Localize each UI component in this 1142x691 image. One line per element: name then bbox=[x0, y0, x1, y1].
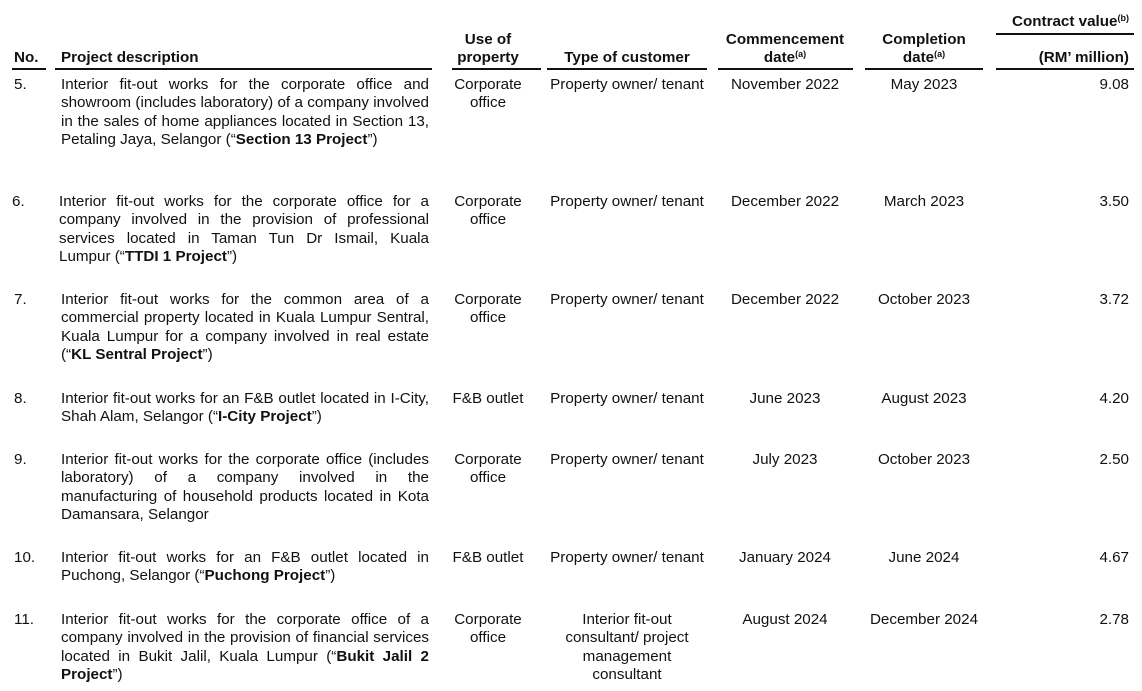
header-commencement-date bbox=[714, 31, 856, 68]
row-type-of-customer: Property owner/ tenant bbox=[550, 451, 704, 468]
row-use-of-property: Corporate office bbox=[454, 193, 522, 229]
project-name: Bukit Jalil 2 Project bbox=[61, 647, 429, 683]
project-name: Puchong Project bbox=[204, 567, 326, 585]
row-completion-date: August 2023 bbox=[881, 390, 967, 407]
row-description bbox=[59, 193, 429, 266]
row-description bbox=[61, 76, 429, 149]
project-name: I-City Project bbox=[218, 408, 312, 426]
desc-tail: ”) bbox=[311, 408, 322, 426]
row-use-of-property: F&B outlet bbox=[452, 549, 524, 566]
header-contract-value-label: Contract value bbox=[1012, 13, 1118, 30]
row-type-of-customer: Property owner/ tenant bbox=[550, 390, 704, 407]
row-use-of-property: Corporate office bbox=[454, 291, 522, 327]
header-completion-word: date bbox=[902, 49, 935, 67]
row-contract-value: 3.50 bbox=[1099, 193, 1129, 210]
row-no: 10. bbox=[14, 549, 36, 566]
footnote-a: (a) bbox=[795, 49, 807, 60]
header-divider bbox=[452, 68, 541, 70]
desc-text: Interior fit-out works for the common area of a commercial property located in Kuala Lumpur Sentral, Kuala Lumpur for a company involved in real estate (“ bbox=[61, 291, 429, 363]
desc-tail: ”) bbox=[325, 567, 336, 585]
row-no: 9. bbox=[14, 451, 27, 468]
row-commencement-date: November 2022 bbox=[730, 76, 840, 93]
row-use-of-property: Corporate office bbox=[454, 76, 522, 112]
header-use-line2: property bbox=[457, 49, 519, 67]
row-commencement-date: June 2023 bbox=[749, 390, 821, 407]
desc-text: Interior fit-out works for the corporate office and showroom (includes laboratory) of a company involved in the sales of home appliances located in Section 13, Petaling Jaya, Selangor (“ bbox=[61, 76, 429, 148]
header-commencement-line1: Commencement bbox=[725, 31, 845, 48]
row-no: 8. bbox=[14, 390, 27, 407]
desc-tail: ”) bbox=[367, 130, 378, 148]
project-name: Section 13 Project bbox=[235, 130, 368, 148]
row-description bbox=[61, 390, 429, 427]
desc-text: Interior fit-out works for an F&B outlet located in I-City, Shah Alam, Selangor (“ bbox=[61, 390, 429, 426]
desc-tail: ”) bbox=[112, 665, 123, 683]
row-completion-date: October 2023 bbox=[877, 291, 971, 308]
row-description bbox=[61, 611, 429, 684]
header-commencement-line2 bbox=[714, 49, 856, 67]
header-divider bbox=[718, 68, 853, 70]
header-contract-value bbox=[996, 13, 1129, 31]
row-commencement-date: December 2022 bbox=[730, 291, 840, 308]
row-completion-date: March 2023 bbox=[883, 193, 965, 210]
header-no: No. bbox=[14, 49, 39, 66]
row-type-of-customer: Property owner/ tenant bbox=[550, 193, 704, 210]
row-description bbox=[61, 451, 429, 524]
header-completion-line1: Completion bbox=[882, 31, 966, 48]
row-description bbox=[61, 549, 429, 586]
header-divider bbox=[996, 33, 1134, 35]
row-contract-value: 4.20 bbox=[1099, 390, 1129, 407]
header-use-line1: Use of bbox=[464, 31, 512, 48]
header-divider bbox=[547, 68, 707, 70]
row-use-of-property: F&B outlet bbox=[452, 390, 524, 407]
footnote-a: (a) bbox=[934, 49, 946, 60]
project-name: KL Sentral Project bbox=[71, 345, 203, 363]
row-description bbox=[61, 291, 429, 364]
row-type-of-customer: Property owner/ tenant bbox=[550, 291, 704, 308]
row-completion-date: December 2024 bbox=[869, 611, 979, 628]
row-commencement-date: July 2023 bbox=[752, 451, 818, 468]
row-no: 11. bbox=[14, 611, 34, 628]
header-commencement-word: date bbox=[763, 49, 796, 67]
row-contract-value: 2.50 bbox=[1099, 451, 1129, 468]
row-contract-value: 2.78 bbox=[1099, 611, 1129, 628]
row-completion-date: May 2023 bbox=[890, 76, 958, 93]
row-type-of-customer: Property owner/ tenant bbox=[550, 76, 704, 93]
row-contract-value: 9.08 bbox=[1099, 76, 1129, 93]
header-contract-value-unit: (RM’ million) bbox=[1038, 49, 1129, 66]
row-use-of-property: Corporate office bbox=[454, 451, 522, 487]
row-completion-date: June 2024 bbox=[888, 549, 960, 566]
row-no: 6. bbox=[12, 193, 25, 210]
row-contract-value: 4.67 bbox=[1099, 549, 1129, 566]
row-completion-date: October 2023 bbox=[877, 451, 971, 468]
header-divider bbox=[12, 68, 46, 70]
row-no: 5. bbox=[14, 76, 27, 93]
row-contract-value: 3.72 bbox=[1099, 291, 1129, 308]
row-commencement-date: August 2024 bbox=[742, 611, 828, 628]
project-name: TTDI 1 Project bbox=[124, 247, 227, 265]
desc-text: Interior fit-out works for an F&B outlet located in Puchong, Selangor (“ bbox=[61, 549, 429, 585]
desc-tail: ”) bbox=[202, 345, 213, 363]
row-type-of-customer: Interior fit-out consultant/ project management consultant bbox=[565, 611, 689, 683]
desc-text: Interior fit-out works for the corporate office for a company involved in the provision of professional services located in Taman Tun Dr Ismail, Kuala Lumpur (“ bbox=[59, 193, 429, 265]
header-divider bbox=[996, 68, 1134, 70]
header-completion-line2 bbox=[862, 49, 986, 67]
header-divider bbox=[55, 68, 432, 70]
desc-tail: ”) bbox=[226, 247, 238, 265]
header-completion-date bbox=[862, 31, 986, 68]
row-use-of-property: Corporate office bbox=[454, 611, 522, 647]
row-commencement-date: December 2022 bbox=[730, 193, 840, 210]
footnote-b: (b) bbox=[1117, 13, 1129, 23]
row-commencement-date: January 2024 bbox=[738, 549, 832, 566]
header-use-of-property bbox=[440, 31, 536, 68]
desc-text: Interior fit-out works for the corporate office of a company involved in the provision of financial services located in Bukit Jalil, Kuala Lumpur (“ bbox=[61, 611, 429, 665]
row-no: 7. bbox=[14, 291, 27, 308]
desc-text: Interior fit-out works for the corporate office (includes laboratory) of a company involved in the manufacturing of household products located in Kota Damansara, Selangor bbox=[61, 451, 429, 523]
header-divider bbox=[865, 68, 983, 70]
row-type-of-customer: Property owner/ tenant bbox=[550, 549, 704, 566]
header-description: Project description bbox=[61, 49, 199, 66]
header-type-of-customer: Type of customer bbox=[564, 49, 690, 66]
